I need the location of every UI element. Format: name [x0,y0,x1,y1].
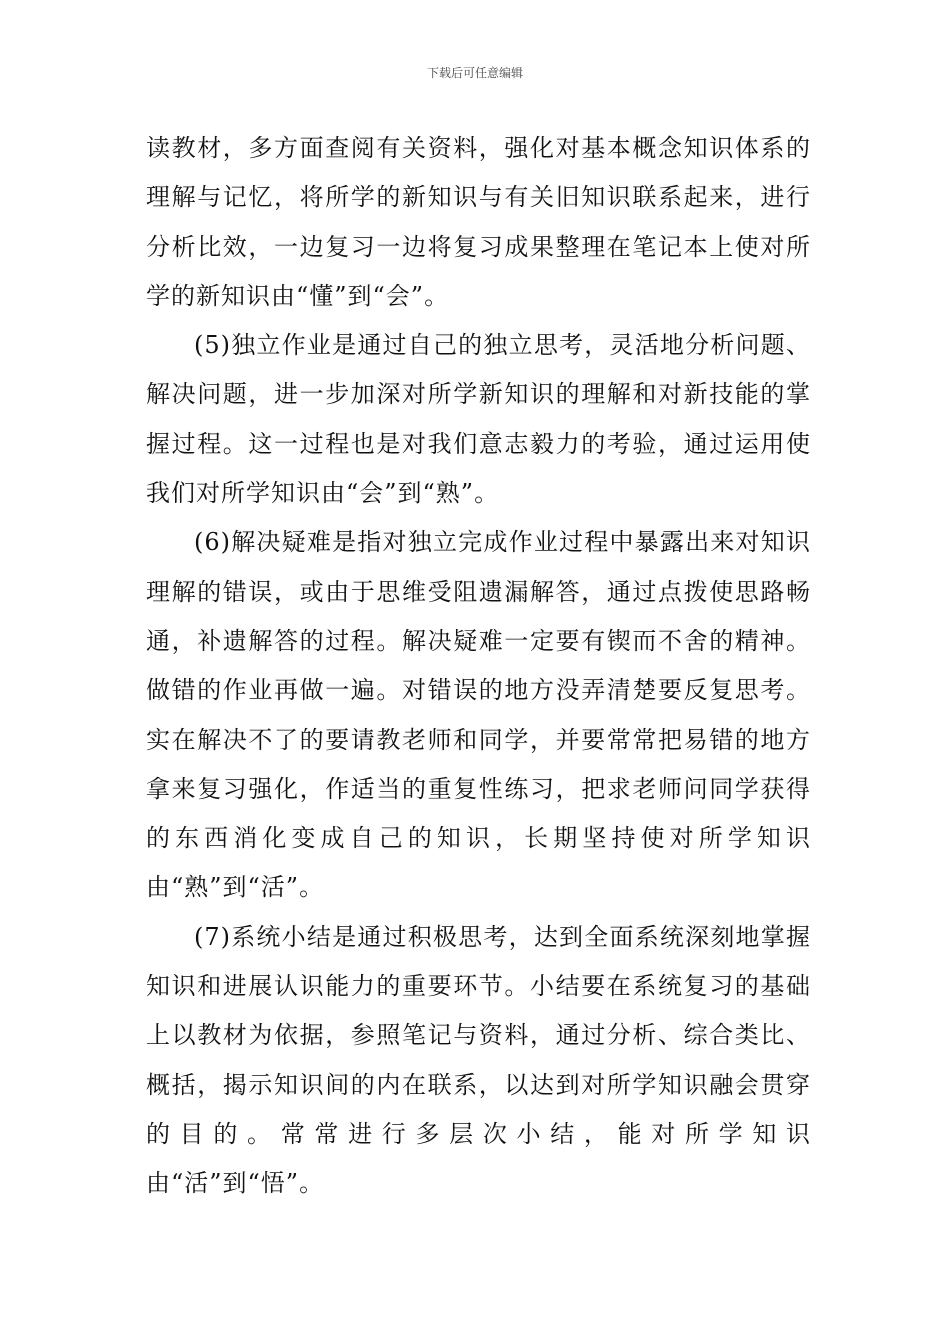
paragraph-6: (6)解决疑难是指对独立完成作业过程中暴露出来对知识理解的错误，或由于思维受阻遗漏解答，通过点拨使思路畅通，补遗解答的过程。解决疑难一定要有锲而不舍的精神。做错的作业再做一遍。对错误的地方没弄清楚要反复思考。实在解决不了的要请教老师和同学，并要常常把易错的地方拿来复习强化，作适当的重复性练习，把求老师问同学获得的东西消化变成自己的知识，长期坚持使对所学知识由“熟”到“活”。 [146,528,811,902]
paragraph-7: (7)系统小结是通过积极思考，达到全面系统深刻地掌握知识和进展认识能力的重要环节。小结要在系统复习的基础上以教材为依据，参照笔记与资料，通过分析、综合类比、概括，揭示知识间的内在联系，以达到对所学知识融会贯穿的目的。常常进行多层次小结，能对所学知识由“活”到“悟”。 [146,922,811,1198]
paragraph-5: (5)独立作业是通过自己的独立思考，灵活地分析问题、解决问题，进一步加深对所学新知识的理解和对新技能的掌握过程。这一过程也是对我们意志毅力的考验，通过运用使我们对所学知识由“会”到“熟”。 [146,331,811,508]
paragraph-continued: 读教材，多方面查阅有关资料，强化对基本概念知识体系的理解与记忆，将所学的新知识与有关旧知识联系起来，进行分析比效，一边复习一边将复习成果整理在笔记本上使对所学的新知识由“懂”到“会”。 [146,134,811,310]
page-header: 下载后可任意编辑 [426,66,523,80]
document-body [146,124,811,1209]
